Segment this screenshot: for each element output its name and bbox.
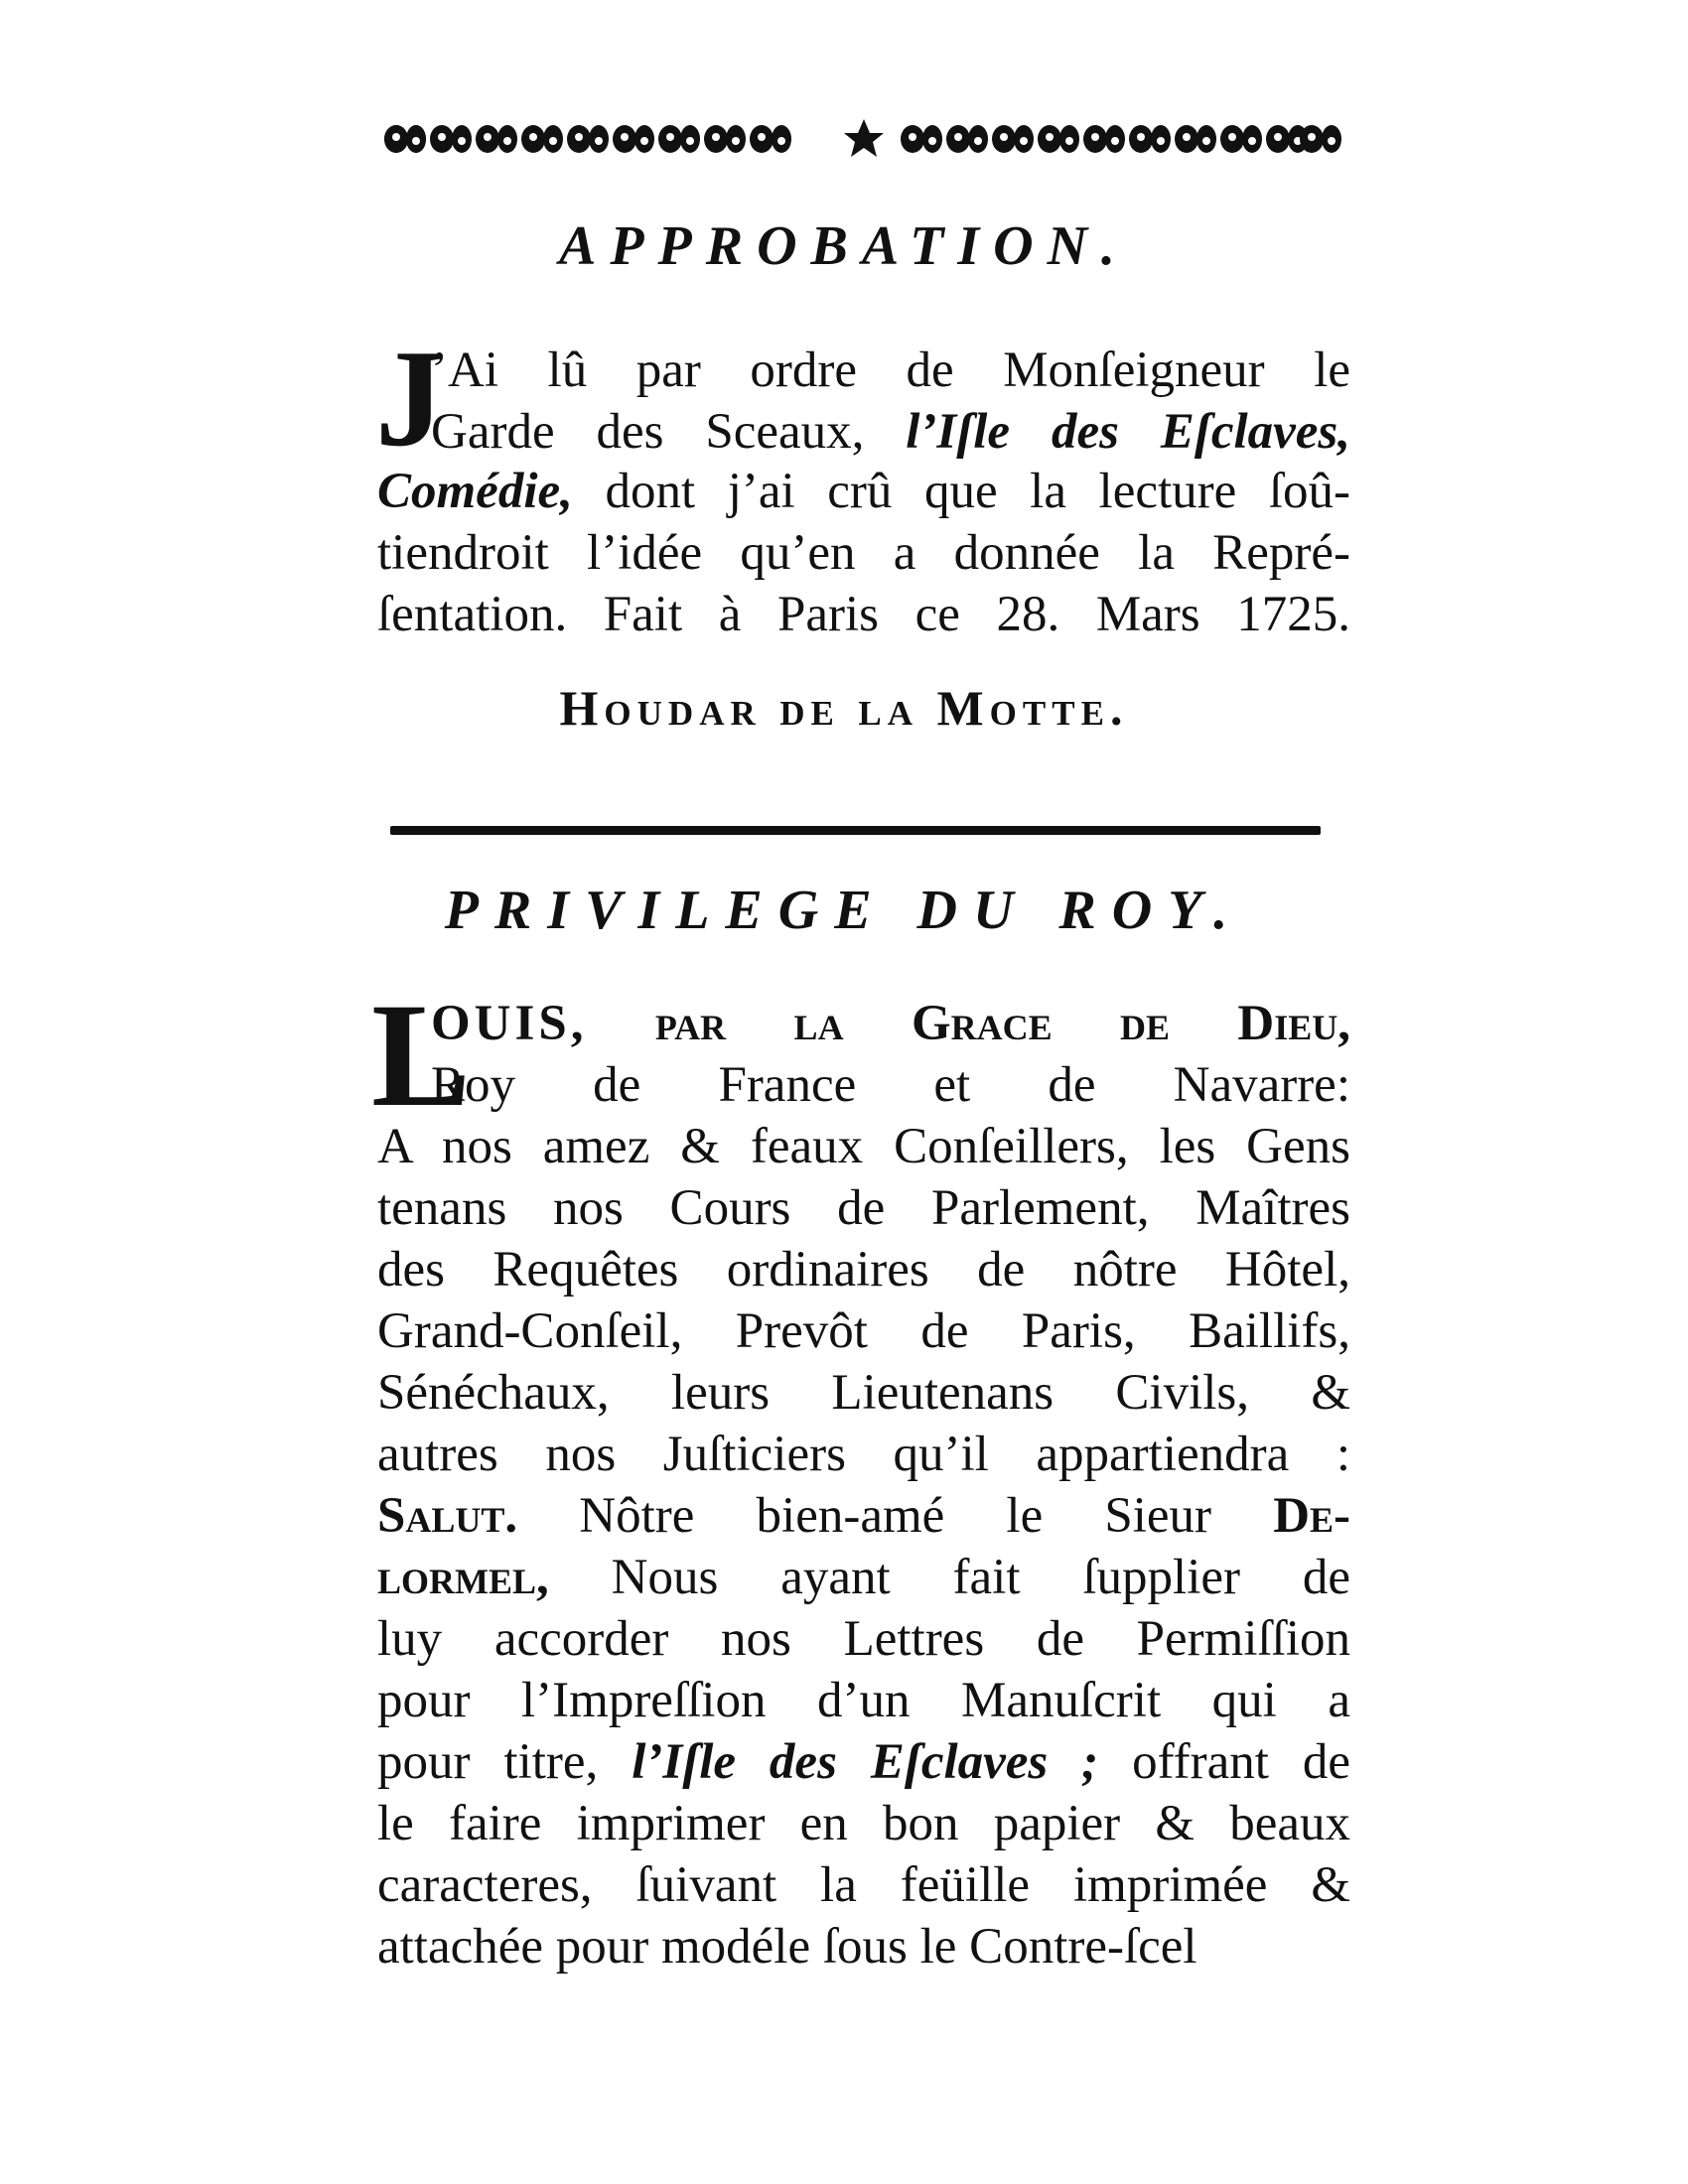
floral-border-ornament-icon [382,117,1345,161]
ornament-svg [382,117,1345,161]
approbation-heading: APPROBATION. [558,215,1130,277]
privilege-line-3: A nos amez & feaux Conſeillers, les Gens [377,1119,1350,1174]
privilege-line-2: Roy de France et de Navarre: [431,1057,1350,1113]
approbation-line-3-rest: dont j’ai crû que la lecture ſoû- [605,464,1350,519]
privilege-line-8: autres nos Juſticiers qu’il appartiendra : [377,1427,1350,1482]
privilege-line-10 [377,1547,1350,1608]
privilege-line-11: luy accorder nos Lettres de Permiſſion [377,1611,1350,1667]
approbation-genre: Comédie, [377,464,573,519]
privilege-line-12: pour l’Impreſſion d’un Manuſcrit qui a [377,1673,1350,1728]
section-divider [390,826,1321,835]
privilege-dropcap: L [371,973,472,1138]
privilege-line-9-rest: Nôtre bien-amé le Sieur [579,1488,1212,1544]
approbation-line-2 [431,401,1350,463]
privilege-line-9 [377,1485,1350,1547]
approbation-line-5: ſentation. Fait à Paris ce 28. Mars 1725. [377,587,1350,642]
privilege-line-1-caps: OUIS, [431,996,588,1051]
approbation-title-ref: l’Iſle des Eſclaves, [906,404,1350,460]
privilege-heading: PRIVILEGE DU ROY. [444,880,1244,941]
privilege-line-1 [431,993,1350,1054]
privilege-line-13 [377,1731,1350,1793]
privilege-name-part-1: De- [1273,1488,1351,1544]
privilege-line-15: caracteres, ſuivant la feüille imprimée & [377,1857,1350,1913]
approbation-line-4: tiendroit l’idée qu’en a donnée la Repré- [377,525,1350,581]
privilege-line-7: Sénéchaux, leurs Lieutenans Civils, & [377,1365,1350,1421]
privilege-line-13-end: offrant de [1132,1734,1350,1790]
privilege-line-16: attachée pour modéle ſous le Contre-ſcel [377,1919,1197,1975]
approbation-line-3 [377,461,1350,522]
privilege-line-14: le faire imprimer en bon papier & beaux [377,1796,1350,1851]
privilege-line-6: Grand-Conſeil, Prevôt de Paris, Baillifs, [377,1303,1350,1359]
privilege-name-part-2: lormel, [377,1550,549,1605]
privilege-line-10-rest: Nous ayant fait ſupplier de [611,1550,1351,1605]
approbation-signature: Houdar de la Motte. [559,680,1129,736]
privilege-salut: Salut. [377,1488,518,1544]
privilege-line-4: tenans nos Cours de Parlement, Maîtres [377,1180,1350,1236]
privilege-line-13-start: pour titre, [377,1734,599,1790]
privilege-line-5: des Requêtes ordinaires de nôtre Hôtel, [377,1242,1350,1297]
approbation-line-2-text: Garde des Sceaux, [431,404,865,460]
approbation-dropcap: J [375,322,445,476]
privilege-title-ref: l’Iſle des Eſclaves ; [632,1734,1099,1790]
approbation-line-1: ’Ai lû par ordre de Monſeigneur le [431,342,1350,398]
privilege-line-1-rest: par la Grace de Dieu, [654,996,1351,1051]
